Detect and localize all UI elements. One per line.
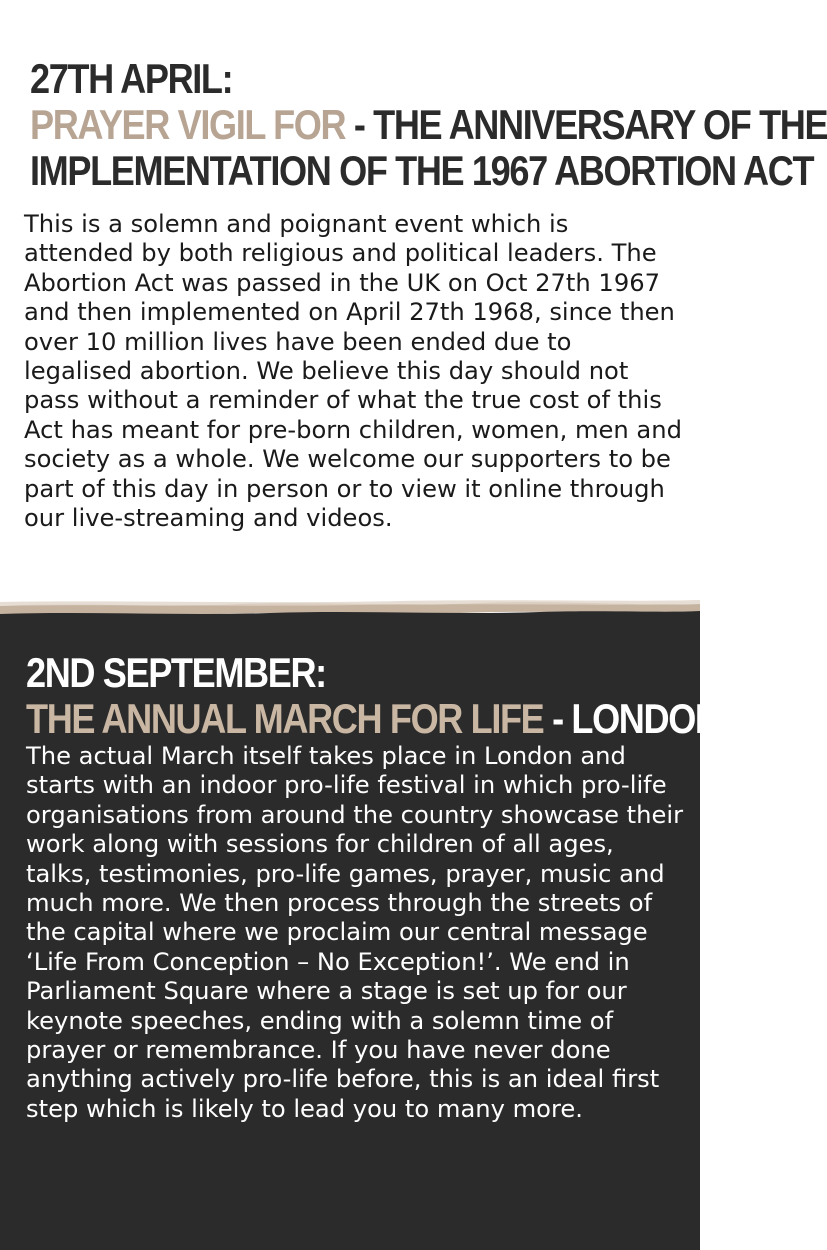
prayer-vigil-title-line	[30, 101, 827, 148]
brush-stroke-divider	[0, 598, 700, 628]
section-march-for-life	[0, 618, 720, 1250]
prayer-vigil-heading	[30, 55, 827, 194]
prayer-vigil-title-accent: PRAYER VIGIL FOR	[30, 101, 346, 148]
prayer-vigil-title-line3: IMPLEMENTATION OF THE 1967 ABORTION ACT	[30, 147, 814, 194]
march-description: The actual March itself takes place in London and starts with an indoor pro-life festival in which pro-life organisations from around the country showcase their work along with sessions for children of all ages, talks, testimonies, pro-life games, prayer, music and much more. We then process through the streets of the capital where we proclaim our central message ‘Life From Conception – No Exception!’. We end in Parliament Square where a stage is set up for our keynote speeches, ending with a solemn time of prayer or remembrance. If you have never done anything actively pro-life before, this is an ideal first step which is likely to lead you to many more.	[26, 742, 684, 1123]
march-title-accent: THE ANNUAL MARCH FOR LIFE	[26, 695, 544, 742]
prayer-vigil-date: 27TH APRIL:	[30, 55, 233, 102]
prayer-vigil-description: This is a solemn and poignant event which is attended by both religious and political leaders. The Abortion Act was passed in the UK on Oct 27th 1967 and then implemented on April 27th 1968, since then over 10 million lives have been ended due to legalised abortion. We believe this day should not pass without a reminder of what the true cost of this Act has meant for pre-born children, women, men and society as a whole. We welcome our supporters to be part of this day in person or to view it online through our live-streaming and videos.	[24, 210, 682, 533]
brush-stroke-dark	[0, 611, 700, 628]
march-title-line	[26, 695, 720, 742]
prayer-vigil-title-rest: - THE ANNIVERSARY OF THE	[345, 101, 827, 148]
march-heading	[26, 649, 720, 742]
march-date: 2ND SEPTEMBER:	[26, 649, 326, 696]
section-prayer-vigil	[0, 0, 827, 612]
march-title-rest: - LONDON	[543, 695, 720, 742]
